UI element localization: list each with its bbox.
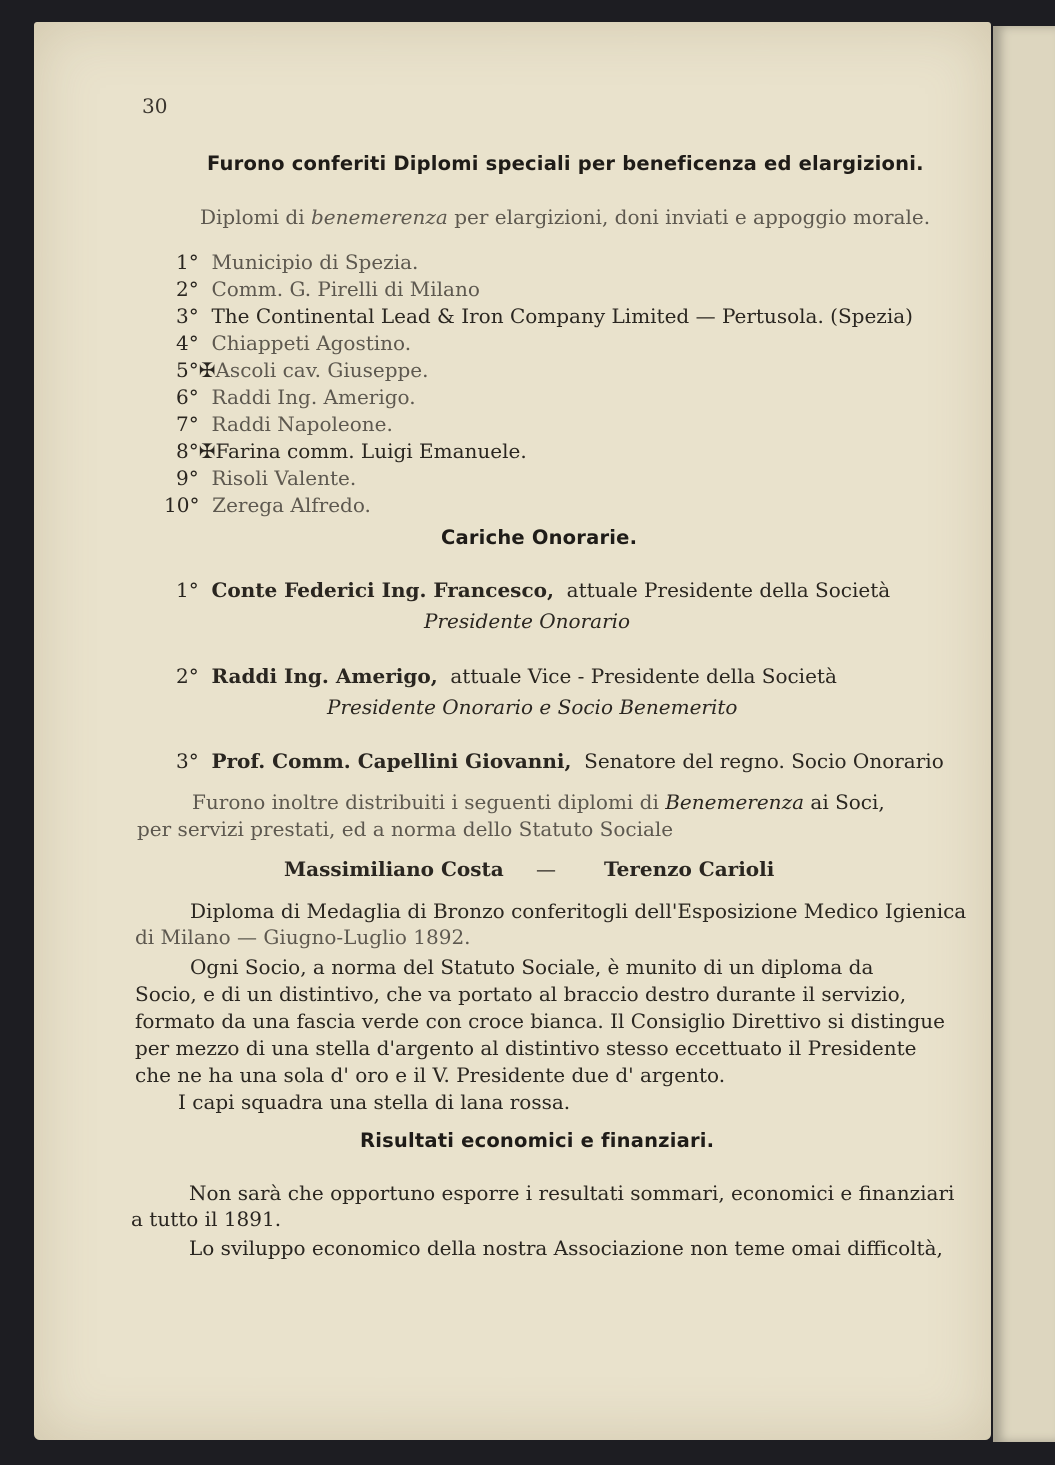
next-page-edge <box>993 26 1055 1442</box>
paragraph-line: di Milano — Giugno-Luglio 1892. <box>135 925 471 949</box>
carica-entry: 1° Conte Federici Ing. Francesco, attuale Presidente della Società <box>176 578 891 602</box>
carica-role: Presidente Onorario e Socio Benemerito <box>327 695 738 719</box>
page-number: 30 <box>142 94 168 118</box>
list-item: 6° Raddi Ing. Amerigo. <box>176 385 416 409</box>
paragraph-line: per servizi prestati, ed a norma dello Statuto Sociale <box>137 817 674 841</box>
list-item: 7° Raddi Napoleone. <box>176 412 393 436</box>
list-item: 3° The Continental Lead & Iron Company Limited — Pertusola. (Spezia) <box>176 304 913 328</box>
paragraph-line: Diploma di Medaglia di Bronzo conferitogli dell'Esposizione Medico Igienica <box>190 899 967 923</box>
paragraph-line: Non sarà che opportuno esporre i resultati sommari, economici e finanziari <box>189 1181 955 1205</box>
list-item: 10° Zerega Alfredo. <box>164 493 371 517</box>
intro-italic: benemerenza <box>310 205 448 229</box>
carica-entry: 3° Prof. Comm. Capellini Giovanni, Senatore del regno. Socio Onorario <box>176 749 944 773</box>
list-item: 1° Municipio di Spezia. <box>176 250 419 274</box>
paragraph-line: a tutto il 1891. <box>131 1207 282 1231</box>
paragraph-line: Lo sviluppo economico della nostra Associazione non teme omai difficoltà, <box>189 1236 943 1260</box>
intro-prefix: Diplomi di <box>200 205 305 229</box>
carica-entry: 2° Raddi Ing. Amerigo, attuale Vice - Presidente della Società <box>176 664 837 688</box>
list-item: 5°✠Ascoli cav. Giuseppe. <box>176 358 429 382</box>
paragraph-line: formato da una fascia verde con croce bianca. Il Consiglio Direttivo si distingue <box>135 1009 945 1033</box>
intro-suffix: per elargizioni, doni inviati e appoggio morale. <box>454 205 931 229</box>
section-title-risultati: Risultati economici e finanziari. <box>360 1129 715 1152</box>
diplomi-intro <box>200 205 930 229</box>
names-dash: — <box>536 857 556 881</box>
paragraph-line: Ogni Socio, a norma del Statuto Sociale, è munito di un diploma da <box>190 955 874 979</box>
list-item: 9° Risoli Valente. <box>176 466 357 490</box>
list-item: 4° Chiappeti Agostino. <box>176 331 412 355</box>
list-item: 8°✠Farina comm. Luigi Emanuele. <box>176 439 527 463</box>
paragraph-line: Socio, e di un distintivo, che va portato al braccio destro durante il servizio, <box>135 982 907 1006</box>
section-title-diplomi: Furono conferiti Diplomi speciali per beneficenza ed elargizioni. <box>207 152 924 175</box>
paragraph-line: che ne ha una sola d' oro e il V. Presidente due d' argento. <box>135 1063 726 1087</box>
recipient-name: Massimiliano Costa <box>284 857 504 881</box>
paragraph-line: per mezzo di una stella d'argento al distintivo stesso eccettuato il Presidente <box>135 1036 917 1060</box>
paragraph-line: I capi squadra una stella di lana rossa. <box>178 1090 571 1114</box>
paragraph-line: Furono inoltre distribuiti i seguenti diplomi di Benemerenza ai Soci, <box>192 790 885 814</box>
recipient-name: Terenzo Carioli <box>604 857 775 881</box>
section-title-cariche: Cariche Onorarie. <box>441 526 638 549</box>
carica-role: Presidente Onorario <box>424 609 631 633</box>
list-item: 2° Comm. G. Pirelli di Milano <box>176 277 480 301</box>
